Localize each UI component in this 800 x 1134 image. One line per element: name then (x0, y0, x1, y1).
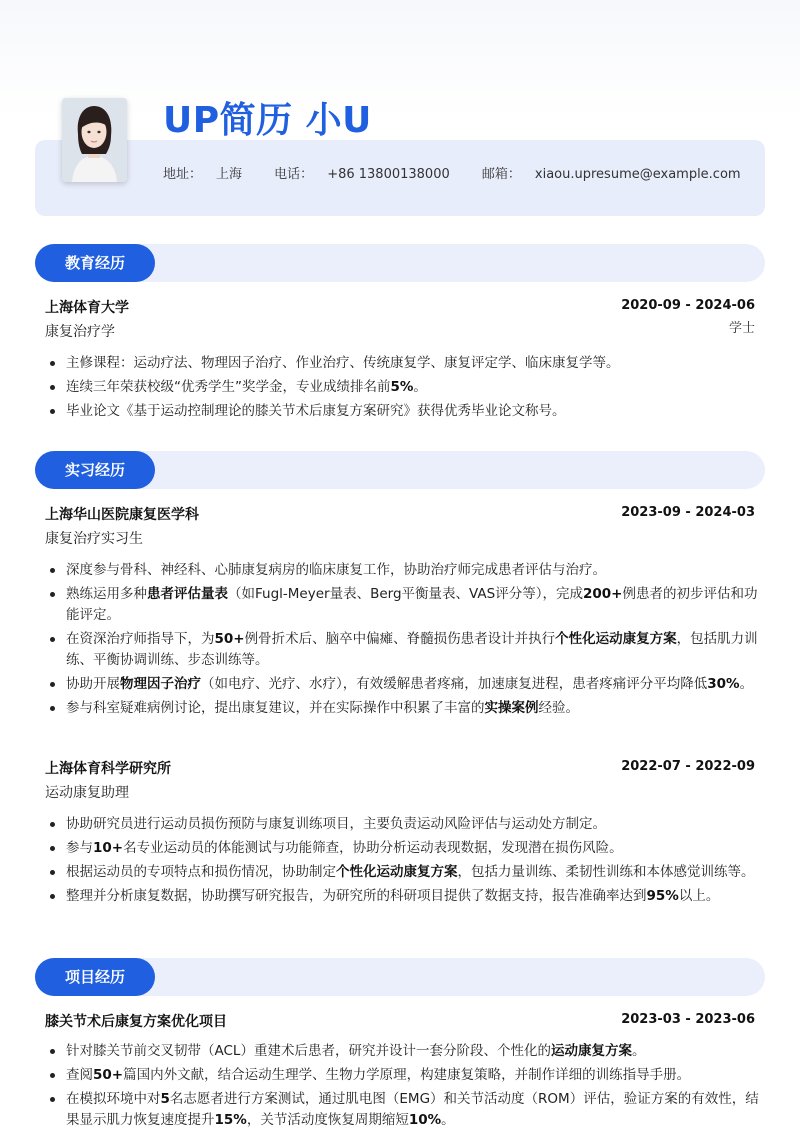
bullet-highlight: 95% (646, 888, 679, 904)
bullet-text: ，包括力量训练、柔韧性训练和本体感觉训练等。 (457, 864, 755, 880)
bullet-item (45, 1065, 760, 1086)
bullet-highlight: 5 (160, 1091, 170, 1107)
internship-org-1: 上海华山医院康复医学科 (45, 507, 199, 523)
bullet-text: 参与科室疑难病例讨论，提出康复建议，并在实际操作中积累了丰富的 (66, 700, 485, 716)
bullet-item (45, 698, 760, 719)
bullet-item (45, 629, 760, 671)
bullet-dot-icon (50, 682, 55, 687)
bullet-dot-icon (50, 637, 55, 642)
project-bullets (45, 1041, 760, 1134)
bullet-text: 深度参与骨科、神经科、心肺康复病房的临床康复工作，协助治疗师完成患者评估与治疗。 (66, 562, 606, 578)
contact-address (163, 163, 242, 182)
contact-phone-value: +86 13800138000 (327, 167, 450, 182)
bullet-item (45, 1089, 760, 1131)
bullet-dot-icon (50, 870, 55, 875)
internship-org-2: 上海体育科学研究所 (45, 761, 171, 777)
bullet-text: 熟练运用多种 (66, 586, 147, 602)
bullet-highlight: 30% (707, 676, 740, 692)
bullet-highlight: 运动康复方案 (550, 1043, 632, 1059)
bullet-highlight: 物理因子治疗 (120, 676, 201, 692)
bullet-item (45, 838, 760, 859)
candidate-name: UP简历 小U (163, 100, 372, 141)
bullet-text: ，包括肌力训练、平衡协调训练、步态训练等。 (66, 631, 758, 668)
bullet-highlight: 实操案例 (484, 700, 539, 716)
bullet-text: 查阅 (66, 1067, 93, 1083)
bullet-text: 参与 (66, 840, 93, 856)
bullet-text: 针对膝关节前交叉韧带（ACL）重建术后患者，研究并设计一套分阶段、个性化的 (66, 1043, 551, 1059)
bullet-item (45, 1041, 760, 1062)
internship-role-2: 运动康复助理 (45, 785, 129, 801)
projects-section-title: 项目经历 (35, 958, 155, 996)
bullet-text: 在资深治疗师指导下，为 (66, 631, 215, 647)
project-date: 2023-03 - 2023-06 (621, 1012, 755, 1027)
bullet-dot-icon (50, 385, 55, 390)
bullet-dot-icon (50, 568, 55, 573)
education-section-title: 教育经历 (35, 244, 155, 282)
bullet-text: 连续三年荣获校级“优秀学生”奖学金，专业成绩排名前 (66, 379, 391, 395)
internship-role-1: 康复治疗实习生 (45, 531, 143, 547)
bullet-text: 毕业论文《基于运动控制理论的膝关节术后康复方案研究》获得优秀毕业论文称号。 (66, 403, 566, 419)
education-degree: 学士 (728, 321, 755, 336)
internship-date-1: 2023-09 - 2024-03 (621, 505, 755, 520)
bullet-text: 名志愿者进行方案测试，通过肌电图（EMG）和关节活动度（ROM）评估，验证方案的有效性，结果显示肌力恢复速度提升 (66, 1091, 759, 1128)
bullet-text: 。 (441, 1112, 455, 1128)
bullet-item (45, 886, 760, 907)
bullet-text: 经验。 (538, 700, 579, 716)
bullet-item (45, 674, 760, 695)
bullet-text: ，关节活动度恢复周期缩短 (246, 1112, 409, 1128)
bullet-item (45, 584, 760, 626)
contact-email-label: 邮箱： (481, 167, 521, 182)
bullet-dot-icon (50, 1073, 55, 1078)
education-school: 上海体育大学 (45, 300, 129, 316)
contact-email (482, 163, 741, 182)
bullet-dot-icon (50, 1049, 55, 1054)
bullet-dot-icon (50, 361, 55, 366)
bullet-text: 主修课程：运动疗法、物理因子治疗、作业治疗、传统康复学、康复评定学、临床康复学等。 (66, 355, 620, 371)
bullet-highlight: 个性化运动康复方案 (336, 864, 458, 880)
bullet-text: 。 (631, 1043, 646, 1059)
bullet-highlight: 10% (408, 1112, 442, 1128)
bullet-highlight: 个性化运动康复方案 (555, 631, 677, 647)
bullet-text: 篇国内外文献，结合运动生理学、生物力学原理，构建康复策略，并制作详细的训练指导手册。 (123, 1067, 691, 1083)
bullet-highlight: 50+ (214, 631, 245, 647)
bullet-text: 。 (739, 676, 754, 692)
bullet-text: （如电疗、光疗、水疗），有效缓解患者疼痛，加速康复进程，患者疼痛评分平均降低 (201, 676, 708, 692)
bullet-text: 协助开展 (66, 676, 120, 692)
profile-photo (62, 98, 127, 182)
bullet-dot-icon (50, 846, 55, 851)
bullet-dot-icon (50, 409, 55, 414)
bullet-dot-icon (50, 592, 55, 597)
education-date: 2020-09 - 2024-06 (621, 298, 755, 313)
contact-phone (274, 163, 450, 182)
bullet-highlight: 5% (390, 379, 414, 395)
bullet-text: （如Fugl-Meyer量表、Berg平衡量表、VAS评分等），完成 (228, 586, 583, 602)
contact-phone-label: 电话： (274, 167, 314, 182)
bullet-text: 在模拟环境中对 (66, 1091, 161, 1107)
bullet-item (45, 862, 760, 883)
internship-date-2: 2022-07 - 2022-09 (621, 759, 755, 774)
bullet-highlight: 15% (214, 1112, 247, 1128)
bullet-dot-icon (50, 894, 55, 899)
contact-email-value: xiaou.upresume@example.com (534, 167, 741, 182)
education-bullets (45, 353, 760, 425)
bullet-text: 协助研究员进行运动员损伤预防与康复训练项目，主要负责运动风险评估与运动处方制定。 (66, 816, 606, 832)
bullet-dot-icon (50, 706, 55, 711)
contact-info (163, 163, 769, 182)
bullet-highlight: 患者评估量表 (147, 586, 228, 602)
bullet-highlight: 10+ (93, 840, 124, 856)
bullet-highlight: 200+ (582, 586, 623, 602)
bullet-item (45, 353, 760, 374)
education-major: 康复治疗学 (45, 324, 115, 340)
contact-address-label: 地址： (163, 167, 203, 182)
contact-address-value: 上海 (216, 167, 243, 182)
internship-section-title: 实习经历 (35, 451, 155, 489)
bullet-text: 例骨折术后、脑卒中偏瘫、脊髓损伤患者设计并执行 (244, 631, 556, 647)
bullet-item (45, 560, 760, 581)
bullet-highlight: 50+ (93, 1067, 124, 1083)
bullet-dot-icon (50, 1097, 55, 1102)
bullet-item (45, 401, 760, 422)
project-name: 膝关节术后康复方案优化项目 (45, 1014, 227, 1030)
bullet-text: 名专业运动员的体能测试与功能筛查，协助分析运动表现数据，发现潜在损伤风险。 (123, 840, 623, 856)
bullet-text: 以上。 (678, 888, 720, 904)
bullet-text: 例患者的初步评估和功能评定。 (66, 586, 758, 623)
internship-bullets-1 (45, 560, 760, 722)
internship-bullets-2 (45, 814, 760, 910)
bullet-dot-icon (50, 822, 55, 827)
bullet-text: 根据运动员的专项特点和损伤情况，协助制定 (66, 864, 336, 880)
bullet-item (45, 377, 760, 398)
bullet-item (45, 814, 760, 835)
bullet-text: 整理并分析康复数据，协助撰写研究报告，为研究所的科研项目提供了数据支持，报告准确率达到 (66, 888, 647, 904)
bullet-text: 。 (413, 379, 427, 395)
